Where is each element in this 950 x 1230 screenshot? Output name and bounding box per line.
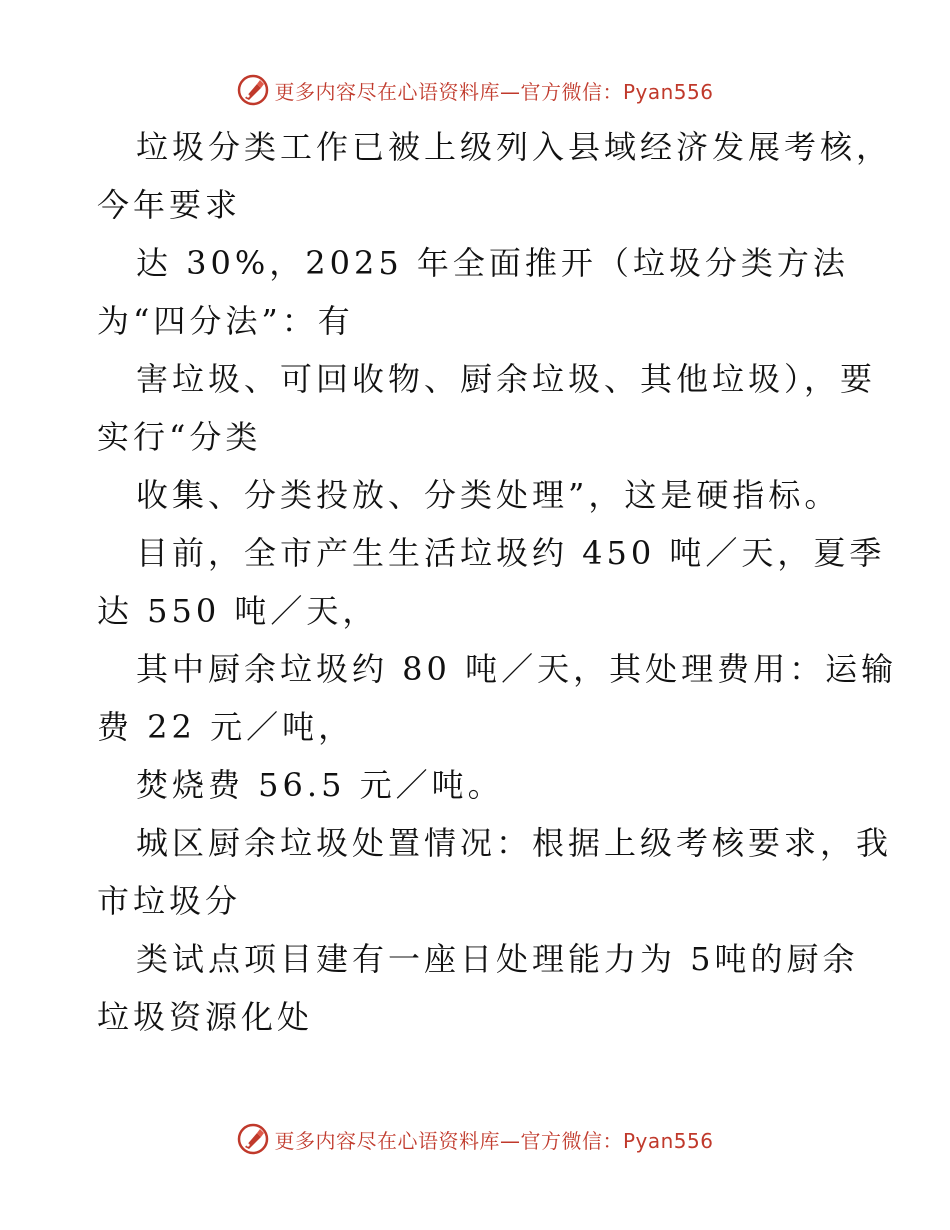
pen-nib-logo-icon — [236, 73, 270, 107]
body-line: 今年要求 — [97, 186, 242, 224]
body-line: 费 22 元／吨， — [97, 708, 355, 746]
body-line: 目前，全市产生生活垃圾约 450 吨／天，夏季 — [136, 534, 886, 572]
body-line: 其中厨余垃圾约 80 吨／天，其处理费用：运输 — [136, 650, 898, 688]
body-line: 实行“分类 — [97, 418, 262, 456]
document-body — [97, 118, 898, 1046]
watermark-text: 更多内容尽在心语资料库—官方微信：Pyan556 — [274, 1128, 714, 1153]
body-line: 达 550 吨／天， — [97, 592, 379, 630]
body-line: 类试点项目建有一座日处理能力为 5吨的厨余 — [136, 940, 859, 978]
body-line: 达 30%，2025 年全面推开（垃圾分类方法 — [136, 244, 849, 282]
body-line: 垃圾资源化处 — [97, 998, 314, 1036]
watermark-text: 更多内容尽在心语资料库—官方微信：Pyan556 — [274, 79, 714, 104]
body-line: 为“四分法”：有 — [97, 302, 354, 340]
body-line: 垃圾分类工作已被上级列入县域经济发展考核， — [136, 128, 893, 166]
body-line: 收集、分类投放、分类处理”，这是硬指标。 — [136, 476, 841, 514]
body-line: 市垃圾分 — [97, 882, 242, 920]
watermark-banner-top — [0, 70, 950, 110]
body-line: 焚烧费 56.5 元／吨。 — [136, 766, 504, 804]
body-line: 城区厨余垃圾处置情况：根据上级考核要求，我 — [136, 824, 893, 862]
body-line: 害垃圾、可回收物、厨余垃圾、其他垃圾），要 — [136, 360, 877, 398]
watermark-banner-bottom — [0, 1119, 950, 1159]
pen-nib-logo-icon — [236, 1122, 270, 1156]
